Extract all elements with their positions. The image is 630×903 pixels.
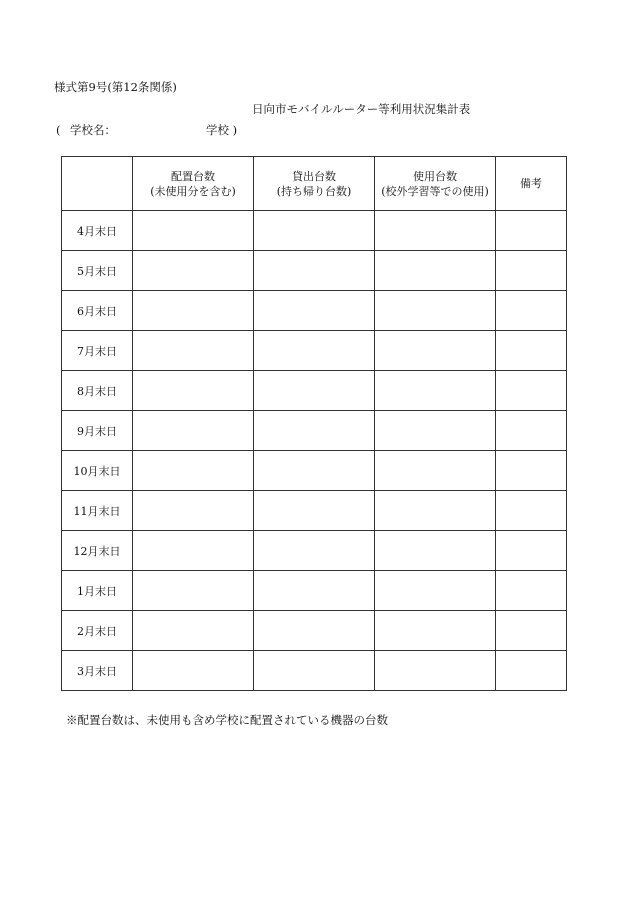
remarks-cell[interactable] <box>496 451 567 491</box>
used-units-cell[interactable] <box>375 531 496 571</box>
used-units-cell[interactable] <box>375 371 496 411</box>
month-label-cell: 2月末日 <box>62 611 133 651</box>
month-label-cell: 3月末日 <box>62 651 133 691</box>
table-row <box>62 371 567 411</box>
assigned-units-cell[interactable] <box>133 251 254 291</box>
remarks-cell[interactable] <box>496 211 567 251</box>
header-assigned-units <box>133 157 254 211</box>
header-corner-cell <box>62 157 133 211</box>
month-label-cell: 8月末日 <box>62 371 133 411</box>
month-label-cell: 7月末日 <box>62 331 133 371</box>
header-subline: (未使用分を含む) <box>150 184 236 198</box>
month-label-cell: 9月末日 <box>62 411 133 451</box>
used-units-cell[interactable] <box>375 251 496 291</box>
table-row <box>62 611 567 651</box>
remarks-cell[interactable] <box>496 611 567 651</box>
month-label-cell: 5月末日 <box>62 251 133 291</box>
assigned-units-cell[interactable] <box>133 531 254 571</box>
remarks-cell[interactable] <box>496 531 567 571</box>
assigned-units-cell[interactable] <box>133 211 254 251</box>
table-header-row <box>62 157 567 211</box>
lent-units-cell[interactable] <box>254 211 375 251</box>
remarks-cell[interactable] <box>496 291 567 331</box>
table-row <box>62 331 567 371</box>
table-row <box>62 531 567 571</box>
lent-units-cell[interactable] <box>254 531 375 571</box>
form-number-label: 様式第9号(第12条関係) <box>54 80 177 94</box>
header-remarks <box>496 157 567 211</box>
table-row <box>62 651 567 691</box>
table-row <box>62 291 567 331</box>
table-row <box>62 411 567 451</box>
document-title: 日向市モバイルルーター等利用状況集計表 <box>252 102 471 116</box>
table-row <box>62 251 567 291</box>
assigned-units-cell[interactable] <box>133 611 254 651</box>
assigned-units-cell[interactable] <box>133 291 254 331</box>
header-subline: (持ち帰り台数) <box>276 184 352 198</box>
used-units-cell[interactable] <box>375 491 496 531</box>
used-units-cell[interactable] <box>375 651 496 691</box>
used-units-cell[interactable] <box>375 331 496 371</box>
used-units-cell[interactable] <box>375 411 496 451</box>
lent-units-cell[interactable] <box>254 331 375 371</box>
lent-units-cell[interactable] <box>254 611 375 651</box>
lent-units-cell[interactable] <box>254 371 375 411</box>
school-name-label: 学校名： <box>70 123 116 137</box>
table-row <box>62 571 567 611</box>
usage-stats-table <box>61 156 567 691</box>
table-row <box>62 451 567 491</box>
used-units-cell[interactable] <box>375 611 496 651</box>
used-units-cell[interactable] <box>375 571 496 611</box>
lent-units-cell[interactable] <box>254 651 375 691</box>
table-row <box>62 211 567 251</box>
month-label-cell: 10月末日 <box>62 451 133 491</box>
used-units-cell[interactable] <box>375 211 496 251</box>
header-subline: (校外学習等での使用) <box>381 184 489 198</box>
assigned-units-cell[interactable] <box>133 651 254 691</box>
used-units-cell[interactable] <box>375 451 496 491</box>
school-name-line <box>56 123 237 137</box>
header-line: 配置台数 <box>171 169 215 183</box>
month-label-cell: 6月末日 <box>62 291 133 331</box>
assigned-units-cell[interactable] <box>133 451 254 491</box>
assigned-units-cell[interactable] <box>133 331 254 371</box>
lent-units-cell[interactable] <box>254 411 375 451</box>
month-label-cell: 11月末日 <box>62 491 133 531</box>
header-used-units <box>375 157 496 211</box>
school-open-paren: ( <box>56 123 61 137</box>
lent-units-cell[interactable] <box>254 291 375 331</box>
month-label-cell: 12月末日 <box>62 531 133 571</box>
remarks-cell[interactable] <box>496 331 567 371</box>
month-label-cell: 4月末日 <box>62 211 133 251</box>
assigned-units-cell[interactable] <box>133 491 254 531</box>
lent-units-cell[interactable] <box>254 451 375 491</box>
assigned-units-cell[interactable] <box>133 411 254 451</box>
lent-units-cell[interactable] <box>254 491 375 531</box>
remarks-cell[interactable] <box>496 651 567 691</box>
used-units-cell[interactable] <box>375 291 496 331</box>
lent-units-cell[interactable] <box>254 251 375 291</box>
remarks-cell[interactable] <box>496 251 567 291</box>
footnote: ※配置台数は、未使用も含め学校に配置されている機器の台数 <box>66 713 388 727</box>
remarks-cell[interactable] <box>496 491 567 531</box>
remarks-cell[interactable] <box>496 371 567 411</box>
table-row <box>62 491 567 531</box>
month-label-cell: 1月末日 <box>62 571 133 611</box>
header-line: 貸出台数 <box>292 169 336 183</box>
assigned-units-cell[interactable] <box>133 571 254 611</box>
header-line: 使用台数 <box>413 169 457 183</box>
remarks-cell[interactable] <box>496 571 567 611</box>
school-suffix: 学校 ) <box>206 123 238 137</box>
lent-units-cell[interactable] <box>254 571 375 611</box>
remarks-cell[interactable] <box>496 411 567 451</box>
header-lent-units <box>254 157 375 211</box>
table-body <box>62 211 567 691</box>
header-line: 備考 <box>520 177 542 190</box>
assigned-units-cell[interactable] <box>133 371 254 411</box>
